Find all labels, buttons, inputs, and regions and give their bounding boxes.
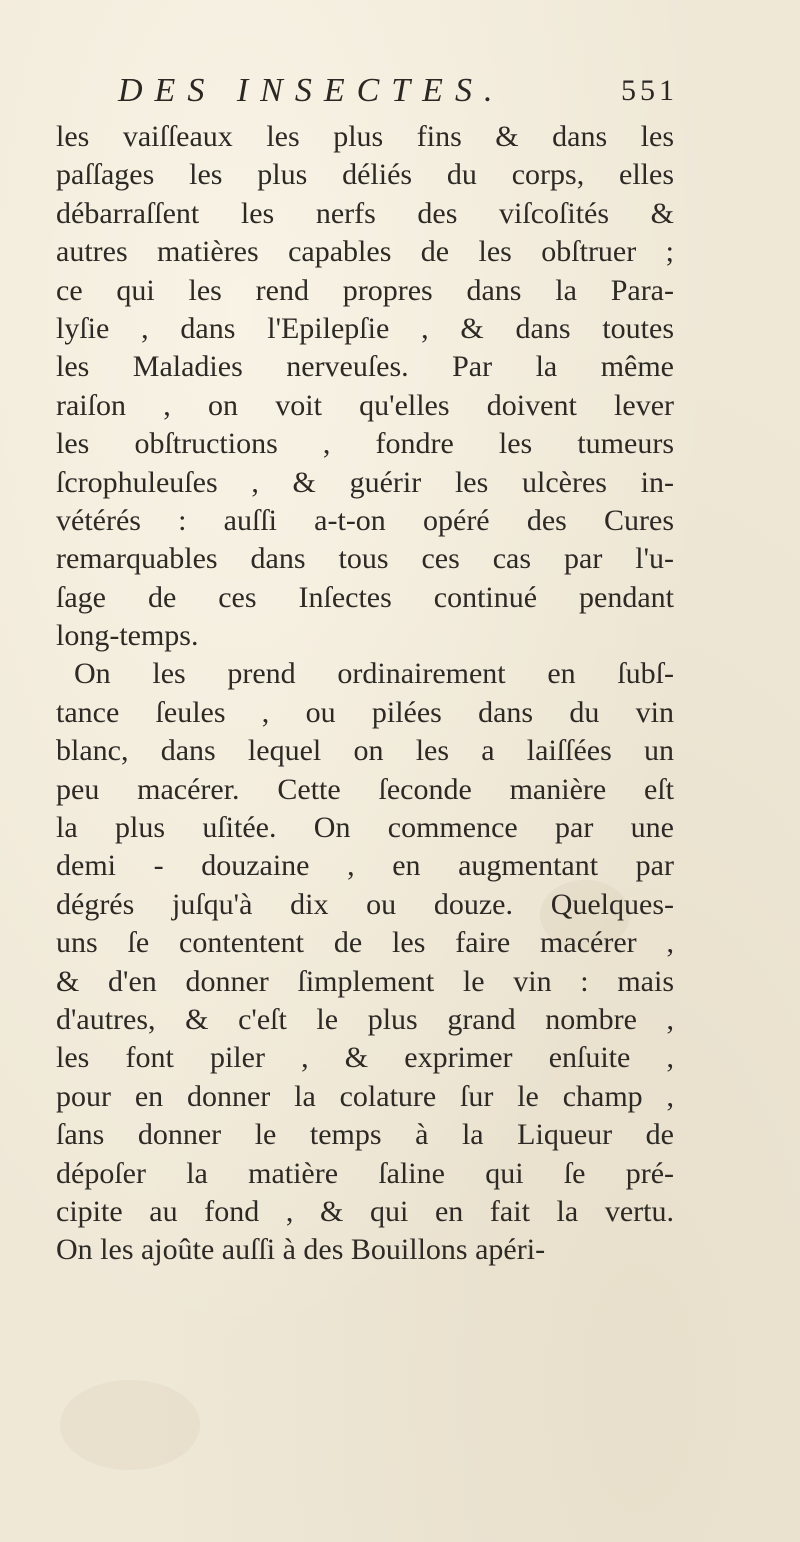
page-header (118, 72, 678, 112)
text-line: demi - douzaine , en augmentant par (56, 849, 674, 883)
text-line: long-temps. (56, 619, 199, 653)
text-line: dégrés juſqu'à dix ou douze. Quelques- (56, 887, 674, 921)
text-line: les vaiſſeaux les plus fins & dans les (56, 120, 674, 153)
text-line: cipite au fond , & qui en fait la vertu. (56, 1194, 674, 1228)
text-line: ſage de ces Inſectes continué pendant (56, 580, 674, 614)
text-line: On les prend ordinairement en ſubſ- (74, 657, 674, 691)
text-line: la plus uſitée. On commence par une (56, 811, 674, 845)
text-line: remarquables dans tous ces cas par l'u- (56, 542, 674, 576)
text-line: autres matières capables de les obſtruer ; (56, 235, 674, 269)
text-line: tance ſeules , ou pilées dans du vin (56, 695, 674, 729)
text-line: ſcrophuleuſes , & guérir les ulcères in- (56, 465, 674, 499)
text-line: paſſages les plus déliés du corps, elles (56, 158, 674, 192)
text-line: On les ajoûte auſſi à des Bouillons apéri- (56, 1233, 546, 1267)
text-line: pour en donner la colature ſur le champ , (56, 1079, 674, 1113)
body-text (56, 118, 674, 1270)
text-line: les obſtructions , fondre les tumeurs (56, 427, 674, 461)
text-line: d'autres, & c'eſt le plus grand nombre , (56, 1002, 674, 1036)
text-line: dépoſer la matière ſaline qui ſe pré- (56, 1156, 674, 1190)
text-line: uns ſe contentent de les faire macérer , (56, 926, 674, 960)
text-line: vétérés : auſſi a-t-on opéré des Cures (56, 503, 674, 537)
text-line: peu macérer. Cette ſeconde manière eſt (56, 772, 674, 806)
running-title: DES INSECTES. (118, 72, 505, 109)
text-line: blanc, dans lequel on les a laiſſées un (56, 734, 674, 768)
paper-stain (60, 1380, 200, 1470)
text-line: & d'en donner ſimplement le vin : mais (56, 964, 674, 998)
page-number: 551 (621, 74, 678, 107)
text-line: ſans donner le temps à la Liqueur de (56, 1118, 674, 1152)
text-line: lyſie , dans l'Epilepſie , & dans toutes (56, 311, 674, 345)
text-line: raiſon , on voit qu'elles doivent lever (56, 388, 674, 422)
text-line: les Maladies nerveuſes. Par la même (56, 350, 674, 384)
text-line: ce qui les rend propres dans la Para- (56, 273, 674, 307)
text-line: les font piler , & exprimer enſuite , (56, 1041, 674, 1075)
text-line: débarraſſent les nerfs des viſcoſités & (56, 196, 674, 230)
